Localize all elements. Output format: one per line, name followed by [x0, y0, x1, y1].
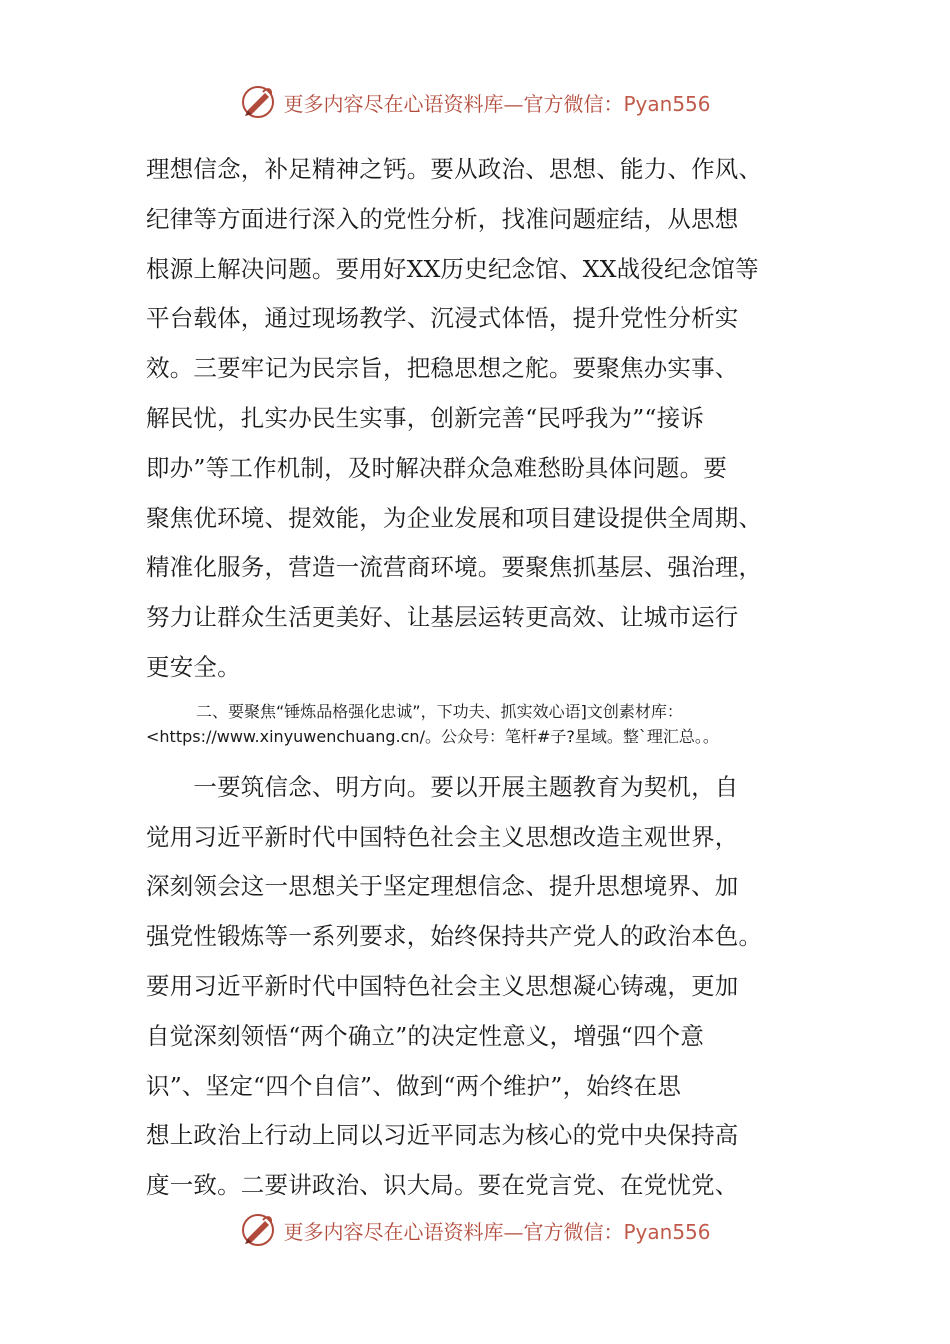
pen-logo-icon — [239, 1211, 277, 1249]
document-body — [146, 145, 806, 1211]
text-line: 努力让群众生活更美好、让基层运转更高效、让城市运行 — [146, 603, 739, 632]
text-line: 更安全。 — [146, 652, 241, 681]
wechat-id: Pyan556 — [623, 1219, 711, 1244]
text-line: 精准化服务，营造一流营商环境。要聚焦抓基层、强治理， — [146, 553, 763, 582]
section-heading-line2: <https://www.xinyuwenchuang.cn/。公众号：笔杆#子?星域。整`理汇总。。 — [146, 726, 719, 746]
text-line: 聚焦优环境、提效能，为企业发展和项目建设提供全周期、 — [146, 503, 763, 532]
text-line: 度一致。二要讲政治、识大局。要在党言党、在党忧党、 — [146, 1171, 739, 1200]
text-line: 根源上解决问题。要用好XX历史纪念馆、XX战役纪念馆等 — [146, 254, 759, 283]
text-line: 想上政治上行动上同以习近平同志为核心的党中央保持高 — [146, 1121, 739, 1150]
text-line: 解民忧，扎实办民生实事，创新完善“民呼我为”“接诉 — [146, 403, 705, 432]
banner-text: 更多内容尽在心语资料库—官方微信：Pyan556 — [283, 1219, 711, 1244]
text-line: 平台载体，通过现场教学、沉浸式体悟，提升党性分析实 — [146, 304, 739, 333]
pen-logo-icon — [239, 83, 277, 121]
text-line: 一要筑信念、明方向。要以开展主题教育为契机，自 — [146, 772, 739, 801]
header-banner — [0, 80, 950, 124]
text-line: 要用习近平新时代中国特色社会主义思想凝心铸魂，更加 — [146, 971, 739, 1000]
footer-banner — [0, 1208, 950, 1252]
text-line: 识”、坚定“四个自信”、做到“两个维护”，始终在思 — [146, 1071, 682, 1100]
text-line: 觉用习近平新时代中国特色社会主义思想改造主观世界， — [146, 822, 739, 851]
section-heading-line1: 二、要聚焦“锤炼品格强化忠诚”，下功夫、抓实效心语]文创素材库： — [196, 701, 683, 721]
text-line: 即办”等工作机制，及时解决群众急难愁盼具体问题。要 — [146, 453, 728, 482]
text-line: 纪律等方面进行深入的党性分析，找准问题症结，从思想 — [146, 204, 739, 233]
section-heading — [146, 699, 806, 749]
text-line: 效。三要牢记为民宗旨，把稳思想之舵。要聚焦办实事、 — [146, 354, 739, 383]
paragraph-2 — [146, 763, 806, 1211]
paragraph-1 — [146, 145, 806, 693]
banner-text: 更多内容尽在心语资料库—官方微信：Pyan556 — [283, 91, 711, 116]
text-line: 深刻领会这一思想关于坚定理想信念、提升思想境界、加 — [146, 872, 739, 901]
wechat-id: Pyan556 — [623, 91, 711, 116]
text-line: 自觉深刻领悟“两个确立”的决定性意义，增强“四个意 — [146, 1021, 705, 1050]
text-line: 理想信念，补足精神之钙。要从政治、思想、能力、作风、 — [146, 155, 763, 183]
text-line: 强党性锻炼等一系列要求，始终保持共产党人的政治本色。 — [146, 922, 763, 951]
